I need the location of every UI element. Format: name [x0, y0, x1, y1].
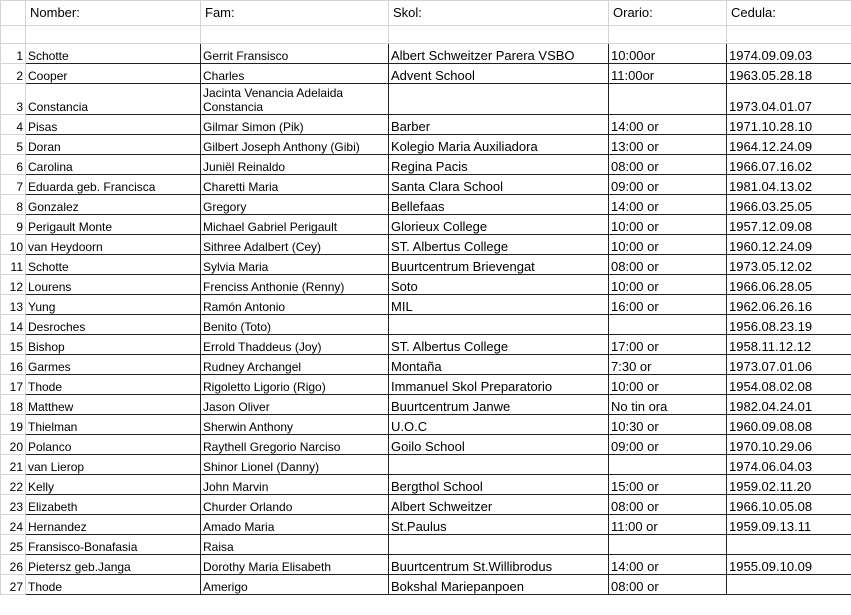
orario-cell[interactable]: 09:00 or — [609, 435, 727, 455]
row-number-cell[interactable]: 9 — [1, 215, 26, 235]
table-row — [1, 555, 851, 575]
fam-cell[interactable]: Jacinta Venancia Adelaida Constancia — [201, 84, 389, 115]
skol-cell[interactable]: Immanuel Skol Preparatorio — [389, 375, 609, 395]
table-row — [1, 84, 851, 115]
skol-cell[interactable]: Bellefaas — [389, 195, 609, 215]
cedula-cell[interactable]: 1957.12.09.08 — [727, 215, 851, 235]
skol-cell[interactable]: Montaña — [389, 355, 609, 375]
row-number-cell[interactable]: 12 — [1, 275, 26, 295]
row-number-cell[interactable]: 5 — [1, 135, 26, 155]
orario-cell[interactable]: 16:00 or — [609, 295, 727, 315]
skol-cell[interactable]: ST. Albertus College — [389, 335, 609, 355]
nomber-cell[interactable]: Schotte — [26, 44, 201, 64]
nomber-cell[interactable]: van Heydoorn — [26, 235, 201, 255]
fam-cell[interactable]: Dorothy Maria Elisabeth — [201, 555, 389, 575]
orario-cell[interactable]: 08:00 or — [609, 155, 727, 175]
table-row — [1, 155, 851, 175]
skol-cell[interactable]: Barber — [389, 115, 609, 135]
orario-cell[interactable]: 10:00 or — [609, 375, 727, 395]
skol-cell[interactable]: Bergthol School — [389, 475, 609, 495]
skol-cell[interactable]: Albert Schweitzer — [389, 495, 609, 515]
cedula-cell[interactable]: 1973.05.12.02 — [727, 255, 851, 275]
skol-cell[interactable] — [389, 455, 609, 475]
orario-cell[interactable]: 11:00or — [609, 64, 727, 84]
row-number-cell[interactable]: 6 — [1, 155, 26, 175]
skol-cell[interactable]: Regina Pacis — [389, 155, 609, 175]
nomber-cell[interactable]: Kelly — [26, 475, 201, 495]
fam-cell[interactable]: Amerigo — [201, 575, 389, 595]
table-row — [1, 235, 851, 255]
row-number-cell[interactable]: 13 — [1, 295, 26, 315]
row-number-cell[interactable]: 1 — [1, 44, 26, 64]
cedula-cell[interactable]: 1958.11.12.12 — [727, 335, 851, 355]
table-row — [1, 255, 851, 275]
row-number-cell[interactable]: 14 — [1, 315, 26, 335]
fam-cell[interactable]: Rigoletto Ligorio (Rigo) — [201, 375, 389, 395]
row-number-cell[interactable]: 17 — [1, 375, 26, 395]
row-number-cell[interactable]: 16 — [1, 355, 26, 375]
row-number-cell[interactable]: 26 — [1, 555, 26, 575]
table-row — [1, 315, 851, 335]
orario-cell[interactable]: 11:00 or — [609, 515, 727, 535]
fam-cell[interactable]: Charetti Maria — [201, 175, 389, 195]
cedula-cell[interactable]: 1956.08.23.19 — [727, 315, 851, 335]
header-cell-index[interactable] — [1, 1, 26, 26]
fam-cell[interactable]: Sherwin Anthony — [201, 415, 389, 435]
orario-cell[interactable]: 10:00 or — [609, 215, 727, 235]
table-row — [1, 575, 851, 595]
row-number-cell[interactable]: 27 — [1, 575, 26, 595]
skol-cell[interactable]: Santa Clara School — [389, 175, 609, 195]
fam-cell[interactable]: Errold Thaddeus (Joy) — [201, 335, 389, 355]
nomber-cell[interactable]: Carolina — [26, 155, 201, 175]
header-fam[interactable]: Fam: — [201, 1, 389, 26]
nomber-cell[interactable]: Eduarda geb. Francisca — [26, 175, 201, 195]
skol-cell[interactable]: Glorieux College — [389, 215, 609, 235]
cedula-cell[interactable]: 1955.09.10.09 — [727, 555, 851, 575]
cedula-cell[interactable]: 1973.07.01.06 — [727, 355, 851, 375]
fam-cell[interactable]: Michael Gabriel Perigault — [201, 215, 389, 235]
cedula-cell[interactable]: 1963.05.28.18 — [727, 64, 851, 84]
skol-cell[interactable]: MIL — [389, 295, 609, 315]
cedula-cell[interactable]: 1974.09.09.03 — [727, 44, 851, 64]
orario-cell[interactable]: 15:00 or — [609, 475, 727, 495]
row-number-cell[interactable]: 2 — [1, 64, 26, 84]
header-orario[interactable]: Orario: — [609, 1, 727, 26]
orario-cell[interactable]: 10:00 or — [609, 275, 727, 295]
orario-cell[interactable] — [609, 535, 727, 555]
nomber-cell[interactable]: Hernandez — [26, 515, 201, 535]
row-number-cell[interactable]: 18 — [1, 395, 26, 415]
orario-cell[interactable]: 08:00 or — [609, 575, 727, 595]
skol-cell[interactable]: Soto — [389, 275, 609, 295]
orario-cell[interactable]: 13:00 or — [609, 135, 727, 155]
orario-cell[interactable]: 08:00 or — [609, 255, 727, 275]
nomber-cell[interactable]: Garmes — [26, 355, 201, 375]
nomber-cell[interactable]: Thode — [26, 375, 201, 395]
header-cedula[interactable]: Cedula: — [727, 1, 851, 26]
nomber-cell[interactable]: van Lierop — [26, 455, 201, 475]
fam-cell[interactable]: Shinor Lionel (Danny) — [201, 455, 389, 475]
row-number-cell[interactable]: 4 — [1, 115, 26, 135]
fam-cell[interactable]: Gilbert Joseph Anthony (Gibi) — [201, 135, 389, 155]
skol-cell[interactable]: St.Paulus — [389, 515, 609, 535]
orario-cell[interactable] — [609, 84, 727, 115]
nomber-cell[interactable]: Schotte — [26, 255, 201, 275]
table-row — [1, 435, 851, 455]
row-number-cell[interactable]: 23 — [1, 495, 26, 515]
nomber-cell[interactable]: Thielman — [26, 415, 201, 435]
cedula-cell[interactable]: 1960.09.08.08 — [727, 415, 851, 435]
table-row — [1, 475, 851, 495]
skol-cell[interactable]: Buurtcentrum Janwe — [389, 395, 609, 415]
table-row — [1, 535, 851, 555]
fam-cell[interactable]: Charles — [201, 64, 389, 84]
header-nomber[interactable]: Nomber: — [26, 1, 201, 26]
table-row — [1, 115, 851, 135]
orario-cell[interactable]: 10:00or — [609, 44, 727, 64]
fam-cell[interactable]: Juniël Reinaldo — [201, 155, 389, 175]
skol-cell[interactable]: Advent School — [389, 64, 609, 84]
row-number-cell[interactable]: 11 — [1, 255, 26, 275]
blank-row — [1, 26, 851, 44]
nomber-cell[interactable]: Perigault Monte — [26, 215, 201, 235]
skol-cell[interactable]: Kolegio Maria Auxiliadora — [389, 135, 609, 155]
nomber-cell[interactable]: Yung — [26, 295, 201, 315]
table-row — [1, 395, 851, 415]
fam-cell[interactable]: Jason Oliver — [201, 395, 389, 415]
cedula-cell[interactable]: 1959.02.11.20 — [727, 475, 851, 495]
table-row — [1, 175, 851, 195]
fam-cell[interactable]: Raythell Gregorio Narciso — [201, 435, 389, 455]
cedula-cell[interactable]: 1982.04.24.01 — [727, 395, 851, 415]
row-number-cell[interactable]: 19 — [1, 415, 26, 435]
table-row — [1, 295, 851, 315]
cedula-cell[interactable]: 1960.12.24.09 — [727, 235, 851, 255]
orario-cell[interactable]: 09:00 or — [609, 175, 727, 195]
fam-cell[interactable]: Gerrit Fransisco — [201, 44, 389, 64]
orario-cell[interactable]: No tin ora — [609, 395, 727, 415]
skol-cell[interactable]: Bokshal Mariepanpoen — [389, 575, 609, 595]
orario-cell[interactable]: 14:00 or — [609, 195, 727, 215]
orario-cell[interactable] — [609, 455, 727, 475]
nomber-cell[interactable]: Gonzalez — [26, 195, 201, 215]
orario-cell[interactable]: 10:30 or — [609, 415, 727, 435]
nomber-cell[interactable]: Polanco — [26, 435, 201, 455]
row-number-cell[interactable]: 25 — [1, 535, 26, 555]
cedula-cell[interactable]: 1971.10.28.10 — [727, 115, 851, 135]
blank-cell[interactable] — [26, 26, 201, 44]
table-row — [1, 355, 851, 375]
cedula-cell[interactable]: 1966.03.25.05 — [727, 195, 851, 215]
orario-cell[interactable]: 10:00 or — [609, 235, 727, 255]
fam-cell[interactable]: Churder Orlando — [201, 495, 389, 515]
row-number-cell[interactable]: 3 — [1, 84, 26, 115]
row-number-cell[interactable]: 10 — [1, 235, 26, 255]
nomber-cell[interactable]: Thode — [26, 575, 201, 595]
skol-cell[interactable] — [389, 315, 609, 335]
nomber-cell[interactable]: Doran — [26, 135, 201, 155]
table-row — [1, 195, 851, 215]
table-row — [1, 275, 851, 295]
cedula-cell[interactable]: 1966.10.05.08 — [727, 495, 851, 515]
nomber-cell[interactable]: Matthew — [26, 395, 201, 415]
header-row — [1, 1, 851, 26]
orario-cell[interactable] — [609, 315, 727, 335]
skol-cell[interactable]: Goilo School — [389, 435, 609, 455]
fam-cell[interactable]: Sithree Adalbert (Cey) — [201, 235, 389, 255]
fam-cell[interactable]: Ramón Antonio — [201, 295, 389, 315]
skol-cell[interactable]: Albert Schweitzer Parera VSBO — [389, 44, 609, 64]
nomber-cell[interactable]: Pisas — [26, 115, 201, 135]
orario-cell[interactable]: 17:00 or — [609, 335, 727, 355]
table-row — [1, 135, 851, 155]
table-row — [1, 215, 851, 235]
header-skol[interactable]: Skol: — [389, 1, 609, 26]
cedula-cell[interactable]: 1966.07.16.02 — [727, 155, 851, 175]
row-number-cell[interactable]: 7 — [1, 175, 26, 195]
nomber-cell[interactable]: Fransisco-Bonafasia — [26, 535, 201, 555]
cedula-cell[interactable]: 1962.06.26.16 — [727, 295, 851, 315]
row-number-cell[interactable]: 22 — [1, 475, 26, 495]
skol-cell[interactable]: U.O.C — [389, 415, 609, 435]
table-row — [1, 495, 851, 515]
skol-cell[interactable]: ST. Albertus College — [389, 235, 609, 255]
blank-cell[interactable] — [609, 26, 727, 44]
nomber-cell[interactable]: Bishop — [26, 335, 201, 355]
nomber-cell[interactable]: Pietersz geb.Janga — [26, 555, 201, 575]
cedula-cell[interactable] — [727, 575, 851, 595]
nomber-cell[interactable]: Constancia — [26, 84, 201, 115]
table-row — [1, 455, 851, 475]
nomber-cell[interactable]: Elizabeth — [26, 495, 201, 515]
fam-cell[interactable]: Sylvia Maria — [201, 255, 389, 275]
cedula-cell[interactable] — [727, 535, 851, 555]
fam-cell[interactable]: John Marvin — [201, 475, 389, 495]
orario-cell[interactable]: 14:00 or — [609, 115, 727, 135]
fam-cell[interactable]: Amado Maria — [201, 515, 389, 535]
row-number-cell[interactable]: 15 — [1, 335, 26, 355]
fam-cell[interactable]: Frenciss Anthonie (Renny) — [201, 275, 389, 295]
table-row — [1, 515, 851, 535]
nomber-cell[interactable]: Cooper — [26, 64, 201, 84]
blank-cell[interactable] — [201, 26, 389, 44]
skol-cell[interactable]: Buurtcentrum St.Willibrodus — [389, 555, 609, 575]
row-number-cell[interactable]: 8 — [1, 195, 26, 215]
blank-cell[interactable] — [389, 26, 609, 44]
table-row — [1, 335, 851, 355]
skol-cell[interactable]: Buurtcentrum Brievengat — [389, 255, 609, 275]
fam-cell[interactable]: Raisa — [201, 535, 389, 555]
nomber-cell[interactable]: Lourens — [26, 275, 201, 295]
cedula-cell[interactable]: 1959.09.13.11 — [727, 515, 851, 535]
fam-cell[interactable]: Gilmar Simon (Pik) — [201, 115, 389, 135]
skol-cell[interactable] — [389, 84, 609, 115]
fam-cell[interactable]: Gregory — [201, 195, 389, 215]
table-row — [1, 415, 851, 435]
cedula-cell[interactable]: 1964.12.24.09 — [727, 135, 851, 155]
fam-cell[interactable]: Rudney Archangel — [201, 355, 389, 375]
orario-cell[interactable]: 08:00 or — [609, 495, 727, 515]
blank-cell[interactable] — [727, 26, 851, 44]
orario-cell[interactable]: 7:30 or — [609, 355, 727, 375]
skol-cell[interactable] — [389, 535, 609, 555]
orario-cell[interactable]: 14:00 or — [609, 555, 727, 575]
cedula-cell[interactable]: 1966.06.28.05 — [727, 275, 851, 295]
cedula-cell[interactable]: 1974.06.04.03 — [727, 455, 851, 475]
nomber-cell[interactable]: Desroches — [26, 315, 201, 335]
row-number-cell[interactable]: 21 — [1, 455, 26, 475]
table-row — [1, 44, 851, 64]
cedula-cell[interactable]: 1970.10.29.06 — [727, 435, 851, 455]
cedula-cell[interactable]: 1954.08.02.08 — [727, 375, 851, 395]
cedula-cell[interactable]: 1981.04.13.02 — [727, 175, 851, 195]
row-number-cell[interactable]: 24 — [1, 515, 26, 535]
fam-cell[interactable]: Benito (Toto) — [201, 315, 389, 335]
table-row — [1, 375, 851, 395]
row-number-cell[interactable]: 20 — [1, 435, 26, 455]
cedula-cell[interactable]: 1973.04.01.07 — [727, 84, 851, 115]
blank-cell[interactable] — [1, 26, 26, 44]
table-row — [1, 64, 851, 84]
